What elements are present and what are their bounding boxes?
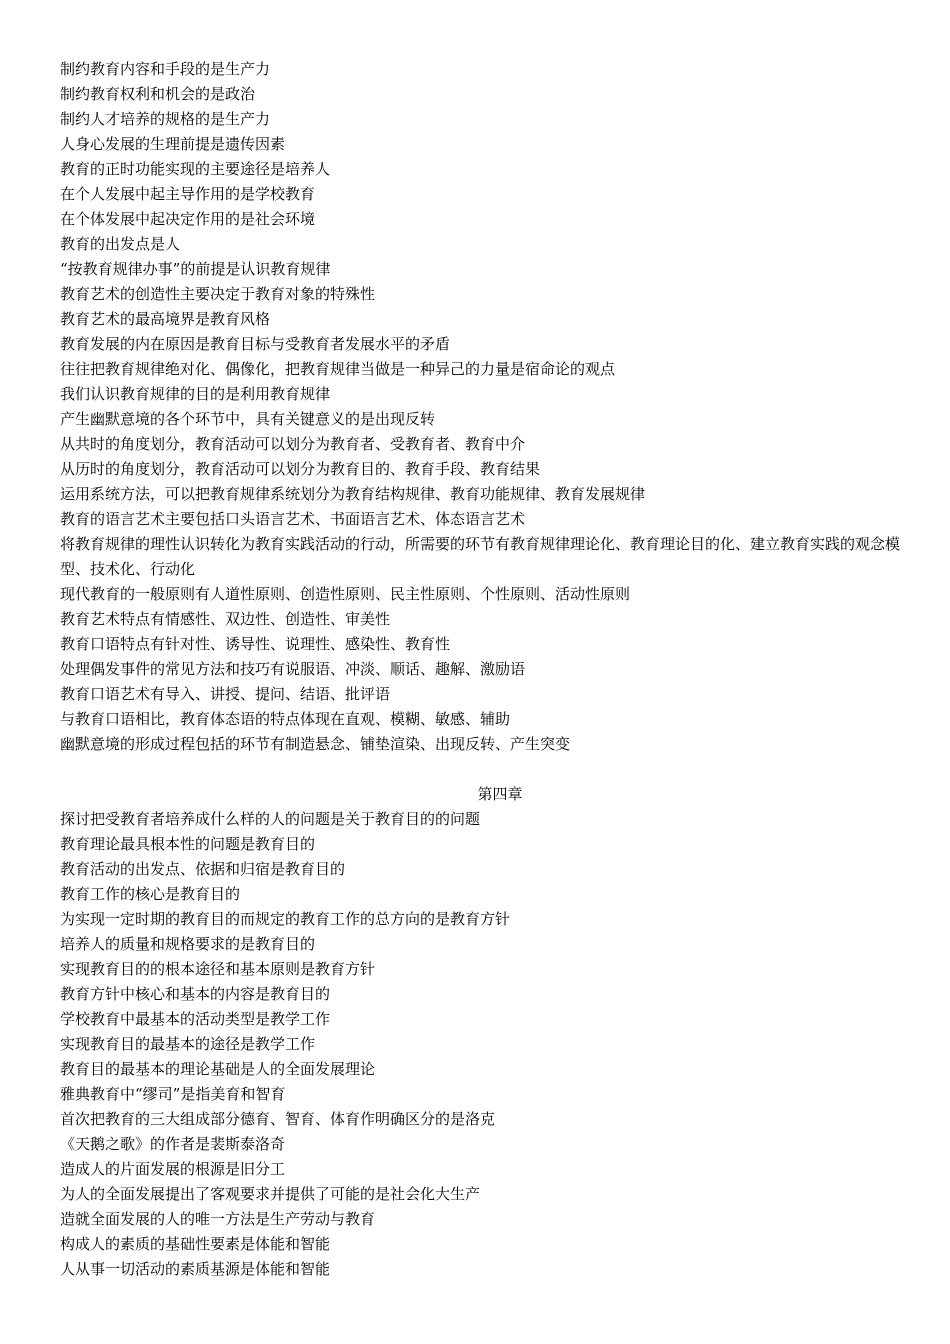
text-line: 雅典教育中“缪司”是指美育和智育 xyxy=(60,1085,286,1103)
text-line: 与教育口语相比，教育体态语的特点体现在直观、模糊、敏感、辅助 xyxy=(60,710,511,728)
text-line: 《天鹅之歌》的作者是裴斯泰洛奇 xyxy=(60,1135,286,1153)
text-line: 探讨把受教育者培养成什么样的人的问题是关于教育目的的问题 xyxy=(60,810,481,828)
text-line: 从共时的角度划分，教育活动可以划分为教育者、受教育者、教育中介 xyxy=(60,435,526,453)
text-line: 教育口语艺术有导入、讲授、提问、结语、批评语 xyxy=(60,685,391,703)
text-line: 制约教育权利和机会的是政治 xyxy=(60,85,256,103)
text-line: 现代教育的一般原则有人道性原则、创造性原则、民主性原则、个性原则、活动性原则 xyxy=(60,585,631,603)
text-line-wrapped: 将教育规律的理性认识转化为教育实践活动的行动，所需要的环节有教育规律理论化、教育理论目的化、建立教育实践的观念模型、技术化、行动化 xyxy=(60,535,901,578)
text-line: 教育发展的内在原因是教育目标与受教育者发展水平的矛盾 xyxy=(60,335,451,353)
text-line: 在个人发展中起主导作用的是学校教育 xyxy=(60,185,316,203)
text-line: 人身心发展的生理前提是遗传因素 xyxy=(60,135,286,153)
text-line: 教育理论最具根本性的问题是教育目的 xyxy=(60,835,316,853)
text-line: 产生幽默意境的各个环节中，具有关键意义的是出现反转 xyxy=(60,410,436,428)
text-line: 人从事一切活动的素质基源是体能和智能 xyxy=(60,1260,331,1278)
text-line: 教育的出发点是人 xyxy=(60,235,181,253)
text-line: 造成人的片面发展的根源是旧分工 xyxy=(60,1160,286,1178)
text-line: 教育艺术的最高境界是教育风格 xyxy=(60,310,271,328)
text-line: 首次把教育的三大组成部分德育、智育、体育作明确区分的是洛克 xyxy=(60,1110,496,1128)
text-line: 教育口语特点有针对性、诱导性、说理性、感染性、教育性 xyxy=(60,635,451,653)
text-line: 教育艺术特点有情感性、双边性、创造性、审美性 xyxy=(60,610,391,628)
text-line: 学校教育中最基本的活动类型是教学工作 xyxy=(60,1010,331,1028)
text-line: 从历时的角度划分，教育活动可以划分为教育目的、教育手段、教育结果 xyxy=(60,460,541,478)
text-line: “按教育规律办事”的前提是认识教育规律 xyxy=(60,260,331,278)
text-line: 教育方针中核心和基本的内容是教育目的 xyxy=(60,985,331,1003)
text-line: 培养人的质量和规格要求的是教育目的 xyxy=(60,935,316,953)
text-line: 我们认识教育规律的目的是利用教育规律 xyxy=(60,385,331,403)
text-line: 制约人才培养的规格的是生产力 xyxy=(60,110,271,128)
text-line: 教育活动的出发点、依据和归宿是教育目的 xyxy=(60,860,346,878)
text-line: 运用系统方法，可以把教育规律系统划分为教育结构规律、教育功能规律、教育发展规律 xyxy=(60,485,646,503)
text-line: 教育艺术的创造性主要决定于教育对象的特殊性 xyxy=(60,285,376,303)
text-line: 教育的语言艺术主要包括口头语言艺术、书面语言艺术、体态语言艺术 xyxy=(60,510,526,528)
text-line: 为实现一定时期的教育目的而规定的教育工作的总方向的是教育方针 xyxy=(60,910,511,928)
text-line: 处理偶发事件的常见方法和技巧有说服语、冲淡、顺话、趣解、激励语 xyxy=(60,660,526,678)
text-line: 造就全面发展的人的唯一方法是生产劳动与教育 xyxy=(60,1210,376,1228)
text-line: 在个体发展中起决定作用的是社会环境 xyxy=(60,210,316,228)
text-line: 教育工作的核心是教育目的 xyxy=(60,885,241,903)
chapter-title: 第四章 xyxy=(477,785,523,803)
text-line: 实现教育目的最基本的途径是教学工作 xyxy=(60,1035,316,1053)
chapter-4 xyxy=(60,782,900,1282)
text-line: 构成人的素质的基础性要素是体能和智能 xyxy=(60,1235,331,1253)
text-line: 制约教育内容和手段的是生产力 xyxy=(60,60,271,78)
text-line: 实现教育目的的根本途径和基本原则是教育方针 xyxy=(60,960,376,978)
text-line: 往往把教育规律绝对化、偶像化，把教育规律当做是一种异己的力量是宿命论的观点 xyxy=(60,360,616,378)
text-line: 教育目的最基本的理论基础是人的全面发展理论 xyxy=(60,1060,376,1078)
section-1 xyxy=(60,57,900,757)
text-line: 幽默意境的形成过程包括的环节有制造悬念、铺垫渲染、出现反转、产生突变 xyxy=(60,735,571,753)
document-page xyxy=(60,57,900,1282)
text-line: 教育的正时功能实现的主要途径是培养人 xyxy=(60,160,331,178)
text-line: 为人的全面发展提出了客观要求并提供了可能的是社会化大生产 xyxy=(60,1185,481,1203)
section-gap xyxy=(60,757,900,782)
